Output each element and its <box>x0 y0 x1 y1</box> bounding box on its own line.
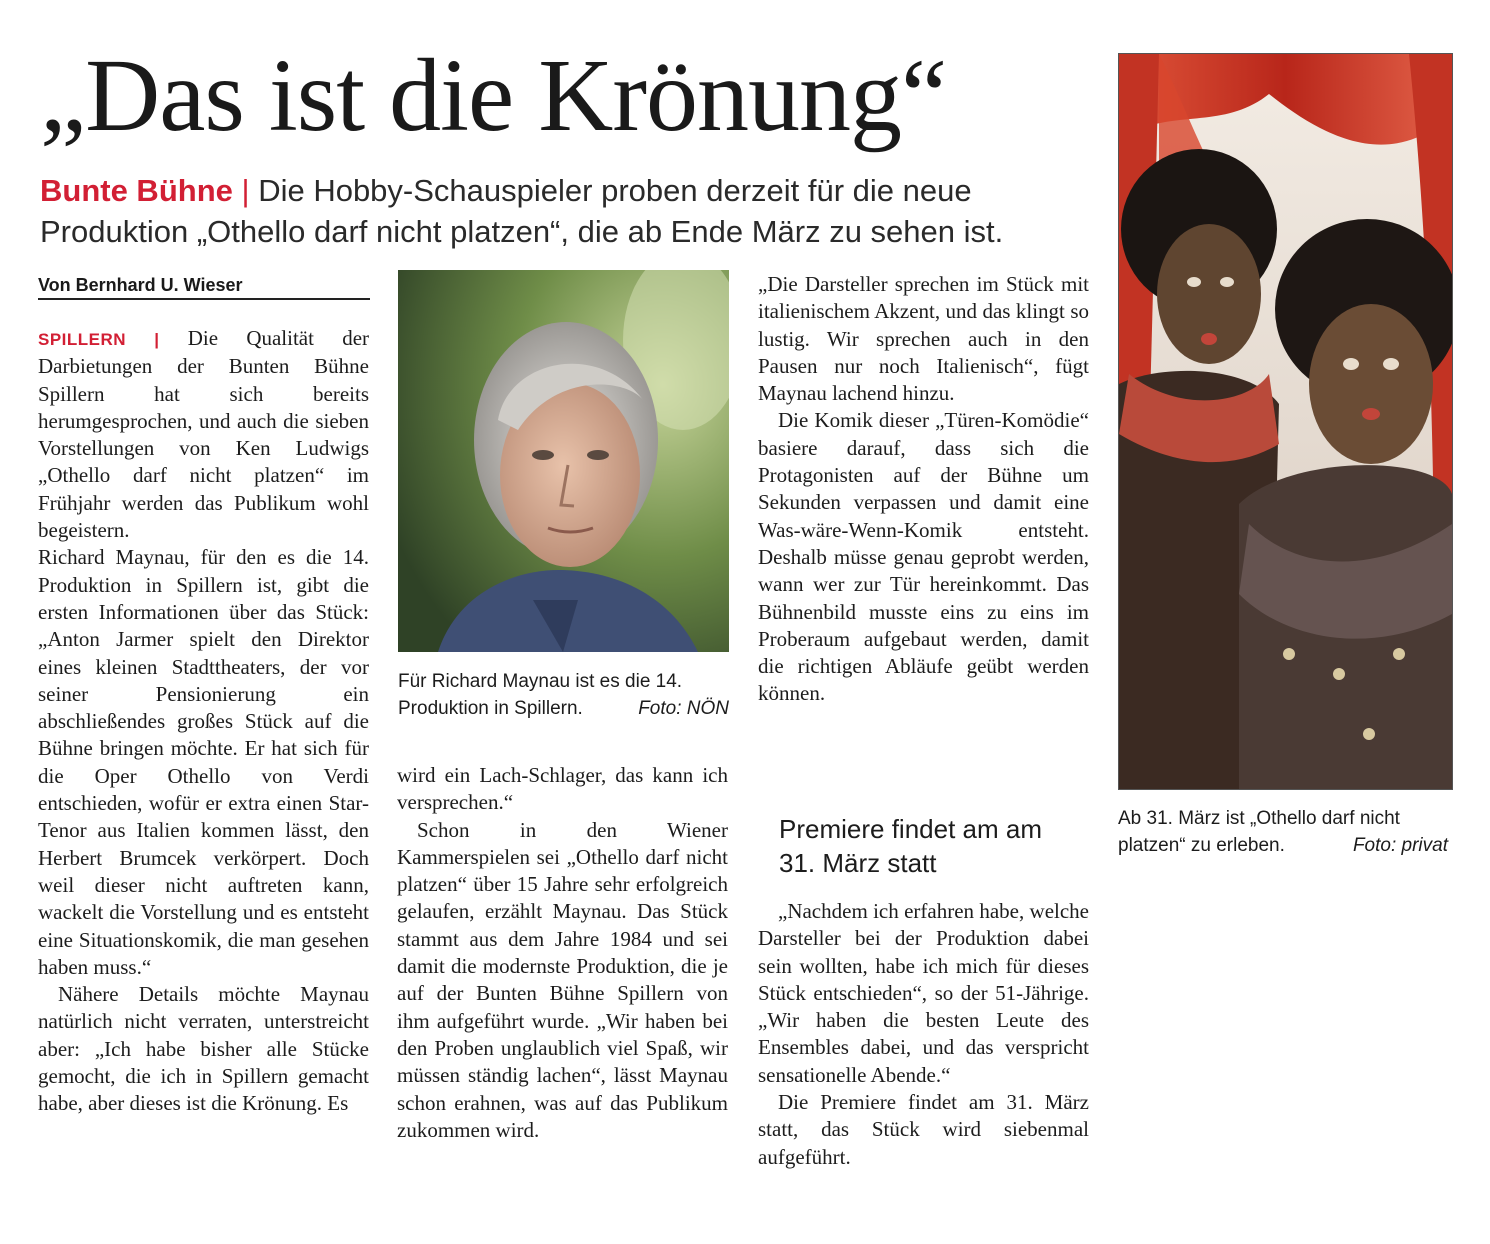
paragraph: „Nachdem ich erfahren habe, welche Darsteller bei der Produktion dabei sein wollten, habe ich mich für dieses Stück entschieden“, so der 51-Jährige. „Wir haben die besten Leute des Ensembles dabei, und das verspricht sensationelle Abende.“ <box>758 899 1089 1087</box>
article-column-3-top <box>758 271 1089 708</box>
dateline: SPILLERN | <box>38 330 160 349</box>
portrait-image <box>398 270 729 652</box>
portrait-photo <box>398 270 729 652</box>
photo-caption <box>398 668 729 722</box>
byline: Von Bernhard U. Wieser <box>38 273 370 300</box>
article-column-1 <box>38 325 369 1118</box>
subhead-text: Die Hobby-Schauspieler proben derzeit für die neue Produktion „Othello darf nicht platzen“, die ab Ende März zu sehen ist. <box>40 173 1004 249</box>
stage-image <box>1119 54 1452 789</box>
article-column-3-bottom <box>758 898 1089 1171</box>
caption-text: Ab 31. März ist „Othello darf nicht platzen“ zu erleben. <box>1118 808 1400 856</box>
paragraph <box>38 325 369 544</box>
subheadline <box>40 170 1110 252</box>
paragraph: Nähere Details möchte Maynau natürlich nicht verraten, unterstreicht aber: „Ich habe bisher alle Stücke gemocht, die ich in Spillern gemacht habe, aber dieses ist die Krönung. Es <box>38 982 369 1116</box>
section-subheading: Premiere findet am am 31. März statt <box>779 814 1042 878</box>
photo-credit: Foto: privat <box>1352 835 1448 856</box>
headline: „Das ist die Krönung“ <box>40 38 947 153</box>
kicker: Bunte Bühne <box>40 173 233 208</box>
stage-photo <box>1118 53 1453 790</box>
paragraph-text: Die Qualität der Darbietungen der Bunten Bühne Spillern hat sich bereits herumgesprochen, und auch die sieben Vorstellungen von Ken Ludwigs „Othello darf nicht platzen“ im Frühjahr werden das Publikum wohl begeistern. <box>38 326 370 543</box>
photo-caption <box>1118 805 1448 859</box>
photo-credit: Foto: NÖN <box>638 698 729 719</box>
paragraph: Richard Maynau, für den es die 14. Produktion in Spillern ist, gibt die ersten Informationen über das Stück: „Anton Jarmer spielt den Direktor eines kleinen Stadttheaters, der vor seiner Pensionierung ein abschließendes großes Stück auf die Bühne bringen möchte. Er hat sich für die Oper Othello von Verdi entschieden, wofür er extra einen Star-Tenor aus Italien kommen lässt, den Herbert Brumcek verkörpert. Doch weil dieser nicht auftreten kann, wackelt die Vorstellung und es entsteht eine Situationskomik, die man gesehen haben muss.“ <box>38 545 369 979</box>
paragraph: Die Komik dieser „Türen-Komödie“ basiere darauf, dass sich die Protagonisten auf der Bühne um Sekunden verpassen und damit eine Was-wäre-Wenn-Komik entsteht. Deshalb müsse genau geprobt werden, wann wer zur Tür hereinkommt. Das Bühnenbild musste eins zu eins im Proberaum aufgebaut werden, damit die richtigen Abläufe geübt werden können. <box>758 408 1089 706</box>
paragraph: Schon in den Wiener Kammerspielen sei „Othello darf nicht platzen“ über 15 Jahre sehr erfolgreich gelaufen, erzählt Maynau. Das Stück stammt aus dem Jahre 1984 und sei damit die modernste Produktion, die je auf der Bunten Bühne Spillern von ihm aufgeführt wurde. „Wir haben bei den Proben unglaublich viel Spaß, wir müssen ständig lachen“, lässt Maynau schon erahnen, was auf das Publikum zukommen wird. <box>397 817 728 1142</box>
article-column-2 <box>397 762 728 1144</box>
kicker-separator: | <box>241 173 250 208</box>
paragraph: „Die Darsteller sprechen im Stück mit italienischem Akzent, und das klingt so lustig. Wir sprechen auch in den Pausen nur noch Italienisch“, fügt Maynau lachend hinzu. <box>758 272 1089 406</box>
paragraph: Die Premiere findet am 31. März statt, das Stück wird siebenmal aufgeführt. <box>758 1090 1089 1169</box>
paragraph: wird ein Lach-Schlager, das kann ich versprechen.“ <box>397 763 728 815</box>
caption-text: Für Richard Maynau ist es die 14. Produktion in Spillern. <box>398 671 683 719</box>
